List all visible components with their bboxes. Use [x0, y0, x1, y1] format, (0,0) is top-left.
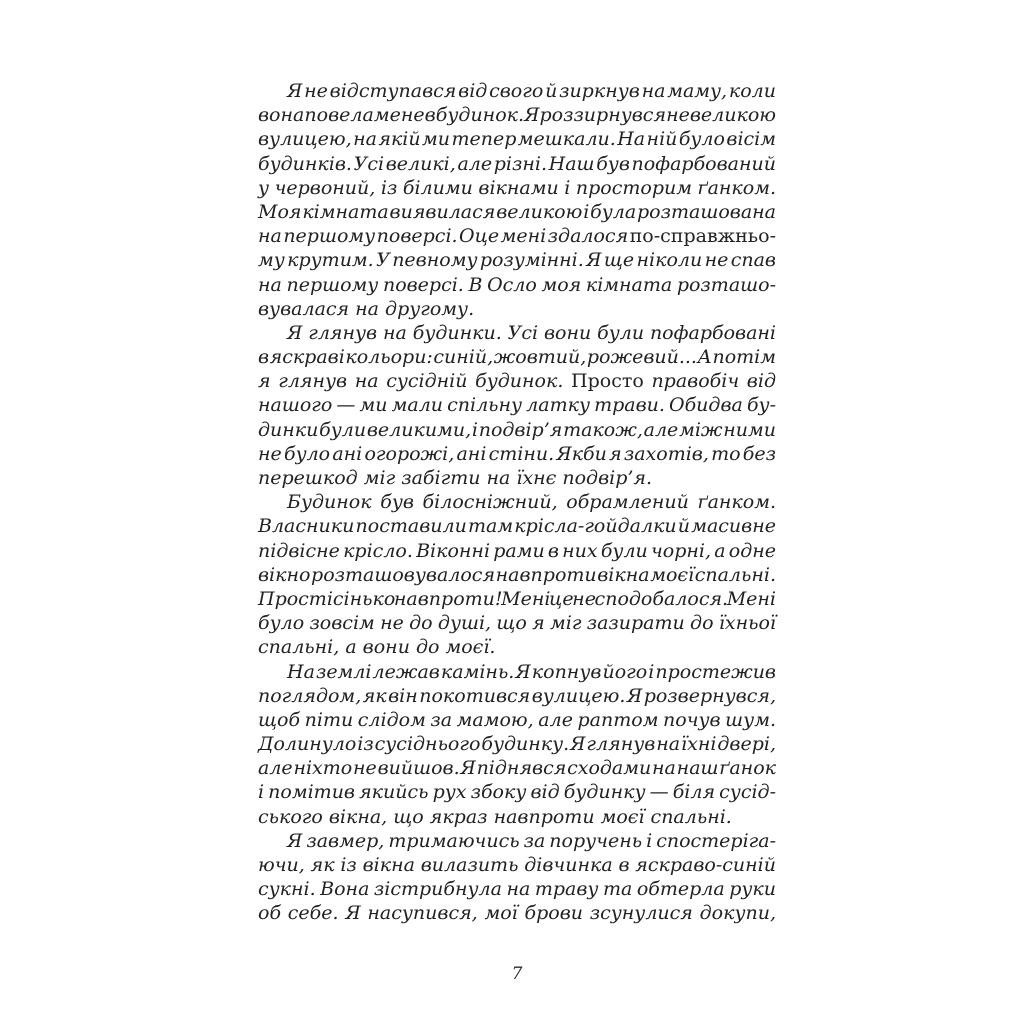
paragraph: [258, 829, 776, 926]
text-segment: Власники поставили там крісла-гойдалки й масивне: [258, 515, 776, 538]
text-line: [258, 297, 776, 321]
text-segment: ського вікна, що якраз навпроти моєї спальні.: [258, 805, 732, 828]
paragraph: [258, 490, 776, 659]
emphasis-text: Просто: [571, 370, 644, 393]
paragraph: [258, 660, 776, 829]
text-segment: Я завмер, тримаючись за поручень і спостеріга-: [287, 829, 776, 852]
text-line: [258, 587, 776, 611]
text-segment: динки були великими, і подвір’я також, але між ними: [258, 418, 776, 441]
text-segment: На землі лежав камінь. Я копнув його і простежив: [287, 660, 776, 683]
text-line: [258, 901, 776, 925]
text-segment: сукні. Вона зістрибнула на траву та обтерла руки: [258, 878, 776, 901]
text-segment: я глянув на сусідній будинок.: [258, 370, 572, 393]
text-line: [258, 756, 776, 780]
text-segment: му крутим. У певному розумінні. Я ще ніколи не спав: [258, 249, 776, 272]
page-number: 7: [511, 964, 523, 984]
text-segment: не було ані огорожі, ані стіни. Якби я захотів, то без: [258, 442, 776, 465]
text-line: [258, 321, 776, 345]
text-segment: Будинок був білосніжний, обрамлений ґанком.: [287, 491, 776, 514]
text-line: [258, 732, 776, 756]
paragraph: [258, 321, 776, 490]
text-segment: було зовсім не до душі, що я міг зазирати до їхньої: [258, 612, 776, 635]
text-line: [258, 369, 776, 393]
text-segment: щоб піти слідом за мамою, але раптом почув шум.: [258, 708, 776, 731]
text-segment: Я глянув на будинки. Усі вони були пофарбовані: [287, 321, 776, 344]
page-text-block: [258, 79, 776, 926]
text-line: [258, 79, 776, 103]
text-line: [258, 805, 776, 829]
paragraph: [258, 79, 776, 321]
text-line: [258, 635, 776, 659]
text-segment: правобіч від: [643, 370, 776, 393]
text-line: [258, 200, 776, 224]
text-line: [258, 829, 776, 853]
text-line: [258, 853, 776, 877]
text-segment: в яскраві кольори: синій, жовтий, рожевий... А потім: [258, 346, 776, 369]
text-line: [258, 490, 776, 514]
text-line: [258, 442, 776, 466]
text-segment: Долинуло із сусіднього будинку. Я глянув на їхні двері,: [258, 733, 776, 756]
text-segment: Моя кімната виявилася великою і була розташована: [258, 200, 776, 223]
text-segment: вулицею, на якій ми тепер мешкали. На ній було вісім: [258, 128, 776, 151]
text-segment: у червоний, із білими вікнами і просторим ґанком.: [258, 176, 776, 199]
text-line: [258, 466, 776, 490]
text-line: [258, 780, 776, 804]
text-line: [258, 877, 776, 901]
text-segment: вона повела мене в будинок. Я роззирнувся невеликою: [258, 104, 776, 127]
text-segment: підвісне крісло. Віконні рами в них були чорні, а одне: [258, 539, 776, 562]
text-segment: нашого — ми мали спільну латку трави. Обидва бу-: [258, 394, 776, 417]
text-line: [258, 248, 776, 272]
text-line: [258, 684, 776, 708]
text-segment: і помітив якийсь рух збоку від будинку — біля сусід-: [258, 781, 776, 804]
text-segment: вікно розташовувалося навпроти вікна моєї спальні.: [258, 563, 776, 586]
text-segment: поглядом, як він покотився вулицею. Я розвернувся,: [258, 684, 776, 707]
text-line: [258, 345, 776, 369]
text-line: [258, 152, 776, 176]
text-line: [258, 611, 776, 635]
emphasis-text: по-справжньо-: [629, 225, 776, 248]
text-segment: на першому поверсі. В Осло моя кімната розташо-: [258, 273, 776, 296]
text-line: [258, 176, 776, 200]
text-segment: об себе. Я насупився, мої брови зсунулися докупи,: [258, 902, 776, 925]
text-line: [258, 103, 776, 127]
text-segment: але ніхто не вийшов. Я піднявся сходами на наш ґанок: [258, 757, 776, 780]
text-line: [258, 660, 776, 684]
text-line: [258, 514, 776, 538]
text-line: [258, 539, 776, 563]
text-segment: Простісінько навпроти! Мені це не сподобалося. Мені: [258, 587, 776, 610]
text-segment: Я не відступався від свого й зиркнув на маму, коли: [287, 80, 776, 102]
text-line: [258, 708, 776, 732]
text-line: [258, 127, 776, 151]
text-segment: спальні, а вони до моєї.: [258, 636, 496, 659]
text-segment: перешкод міг забігти на їхнє подвір’я.: [258, 467, 653, 489]
text-line: [258, 563, 776, 587]
text-segment: вувалася на другому.: [258, 297, 475, 320]
text-line: [258, 418, 776, 442]
text-line: [258, 393, 776, 417]
text-line: [258, 224, 776, 248]
text-segment: ючи, як із вікна вилазить дівчинка в яскраво-синій: [258, 854, 776, 876]
text-segment: на першому поверсі. Оце мені здалося: [258, 225, 630, 248]
text-line: [258, 273, 776, 297]
text-segment: будинків. Усі великі, але різні. Наш був пофарбований: [258, 152, 776, 175]
